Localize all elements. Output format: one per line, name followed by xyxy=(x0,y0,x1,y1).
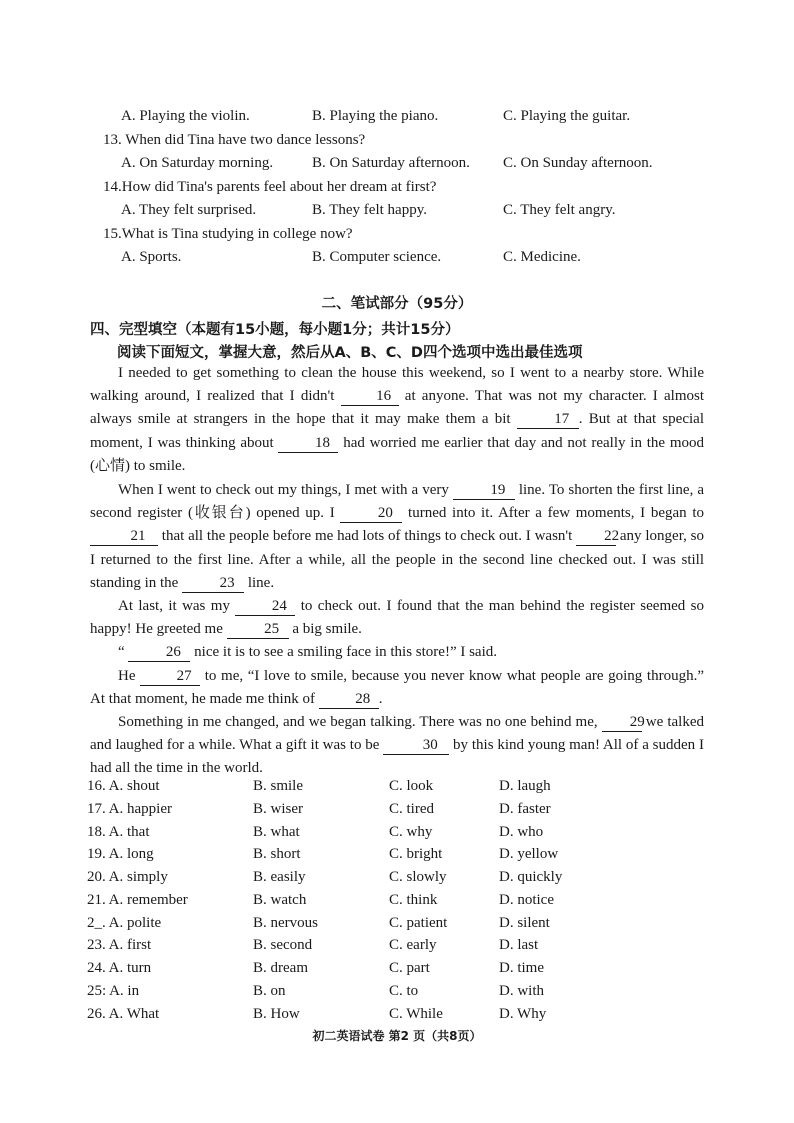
q13-option-a: A. On Saturday morning. xyxy=(121,155,274,171)
options-row-18: 18. A. that B. what C. why D. who xyxy=(87,824,544,840)
question-15: 15.What is Tina studying in college now? xyxy=(103,226,353,242)
cloze-passage xyxy=(90,362,704,781)
blank-16: 16 xyxy=(341,388,399,406)
blank-22: 22 xyxy=(576,528,616,546)
blank-24: 24 xyxy=(235,598,295,616)
q14-option-c: C. They felt angry. xyxy=(503,202,616,218)
blank-21: 21 xyxy=(90,528,158,546)
options-row-20: 20. A. simply B. easily C. slowly D. quickly xyxy=(87,869,563,885)
page-footer: 初二英语试卷 第2 页（共8页） xyxy=(312,1029,482,1043)
q14-option-a: A. They felt surprised. xyxy=(121,202,257,218)
options-row-24: 24. A. turn B. dream C. part D. time xyxy=(87,960,544,976)
question-13: 13. When did Tina have two dance lessons? xyxy=(103,132,366,148)
options-row-19: 19. A. long B. short C. bright D. yellow xyxy=(87,846,559,862)
q14-option-b: B. They felt happy. xyxy=(312,202,427,218)
q12-option-b: B. Playing the piano. xyxy=(312,108,439,124)
blank-30: 30 xyxy=(383,737,449,755)
q13-option-b: B. On Saturday afternoon. xyxy=(312,155,470,171)
options-row-26: 26. A. What B. How C. While D. Why xyxy=(87,1006,547,1022)
q15-option-c: C. Medicine. xyxy=(503,249,581,265)
options-row-17: 17. A. happier B. wiser C. tired D. faster xyxy=(87,801,551,817)
passage-paragraph-2: When I went to check out my things, I met with a very 19 line. To shorten the first line, a second register (收银台) opened up. I 20 turned into it. After a few moments, I began to 21 that all the people before me had lots of things to check out. I wasn't 22 any longer, so I returned to the first line. After a while, all the people in the second line checked out. I was still standing in the 23 line. xyxy=(90,482,704,591)
blank-20: 20 xyxy=(340,505,402,523)
q14-options-row xyxy=(0,202,794,224)
q15-options-row xyxy=(0,249,794,271)
cloze-section-heading: 四、完型填空（本题有15小题，每小题1分；共计15分） xyxy=(90,322,460,338)
blank-27: 27 xyxy=(140,668,200,686)
q13-options-row xyxy=(0,155,794,177)
blank-23: 23 xyxy=(182,575,244,593)
cloze-instruction: 阅读下面短文，掌握大意，然后从A、B、C、D四个选项中选出最佳选项 xyxy=(117,345,583,361)
blank-17: 17 xyxy=(517,411,579,429)
q12-option-c: C. Playing the guitar. xyxy=(503,108,631,124)
blank-26: 26 xyxy=(128,644,190,662)
written-part-title: 二、笔试部分（95分） xyxy=(321,296,473,312)
blank-25: 25 xyxy=(227,621,289,639)
options-row-25: 25: A. in B. on C. to D. with xyxy=(87,983,544,999)
q12-options-row xyxy=(0,108,794,130)
q15-option-b: B. Computer science. xyxy=(312,249,442,265)
options-row-16: 16. A. shout B. smile C. look D. laugh xyxy=(87,778,551,794)
question-14: 14.How did Tina's parents feel about her dream at first? xyxy=(103,179,437,195)
options-row-22: 2_. A. polite B. nervous C. patient D. silent xyxy=(87,915,550,931)
q13-option-c: C. On Sunday afternoon. xyxy=(503,155,653,171)
options-row-21: 21. A. remember B. watch C. think D. notice xyxy=(87,892,554,908)
blank-18: 18 xyxy=(278,435,338,453)
passage-paragraph-5: He 27 to me, “I love to smile, because you never know what people are going through.” At that moment, he made me think of 28 . xyxy=(90,667,704,707)
blank-28: 28 xyxy=(319,691,379,709)
blank-19: 19 xyxy=(453,482,515,500)
passage-paragraph-6: Something in me changed, and we began talking. There was no one behind me, 29 we talked and laughed for a while. What a gift it was to be 30 by this kind young man! All of a sudden I had all the time in the world. xyxy=(90,714,705,777)
q12-option-a: A. Playing the violin. xyxy=(121,108,250,124)
options-row-23: 23. A. first B. second C. early D. last xyxy=(87,937,539,953)
blank-29: 29 xyxy=(602,714,642,732)
passage-paragraph-4: “ 26 nice it is to see a smiling face in this store!” I said. xyxy=(118,644,498,661)
q15-option-a: A. Sports. xyxy=(121,249,182,265)
passage-paragraph-1: I needed to get something to clean the house this weekend, so I went to a nearby store. While walking around, I realized that I didn't 16 at anyone. That was not my character. I almost always smile at strangers in the hope that it may make them a bit 17 . But at that special moment, I was thinking about 18 had worried me earlier that day and not really in the mood (心情) to smile. xyxy=(90,365,704,474)
passage-paragraph-3: At last, it was my 24 to check out. I found that the man behind the register seemed so happy! He greeted me 25 a big smile. xyxy=(90,598,704,638)
